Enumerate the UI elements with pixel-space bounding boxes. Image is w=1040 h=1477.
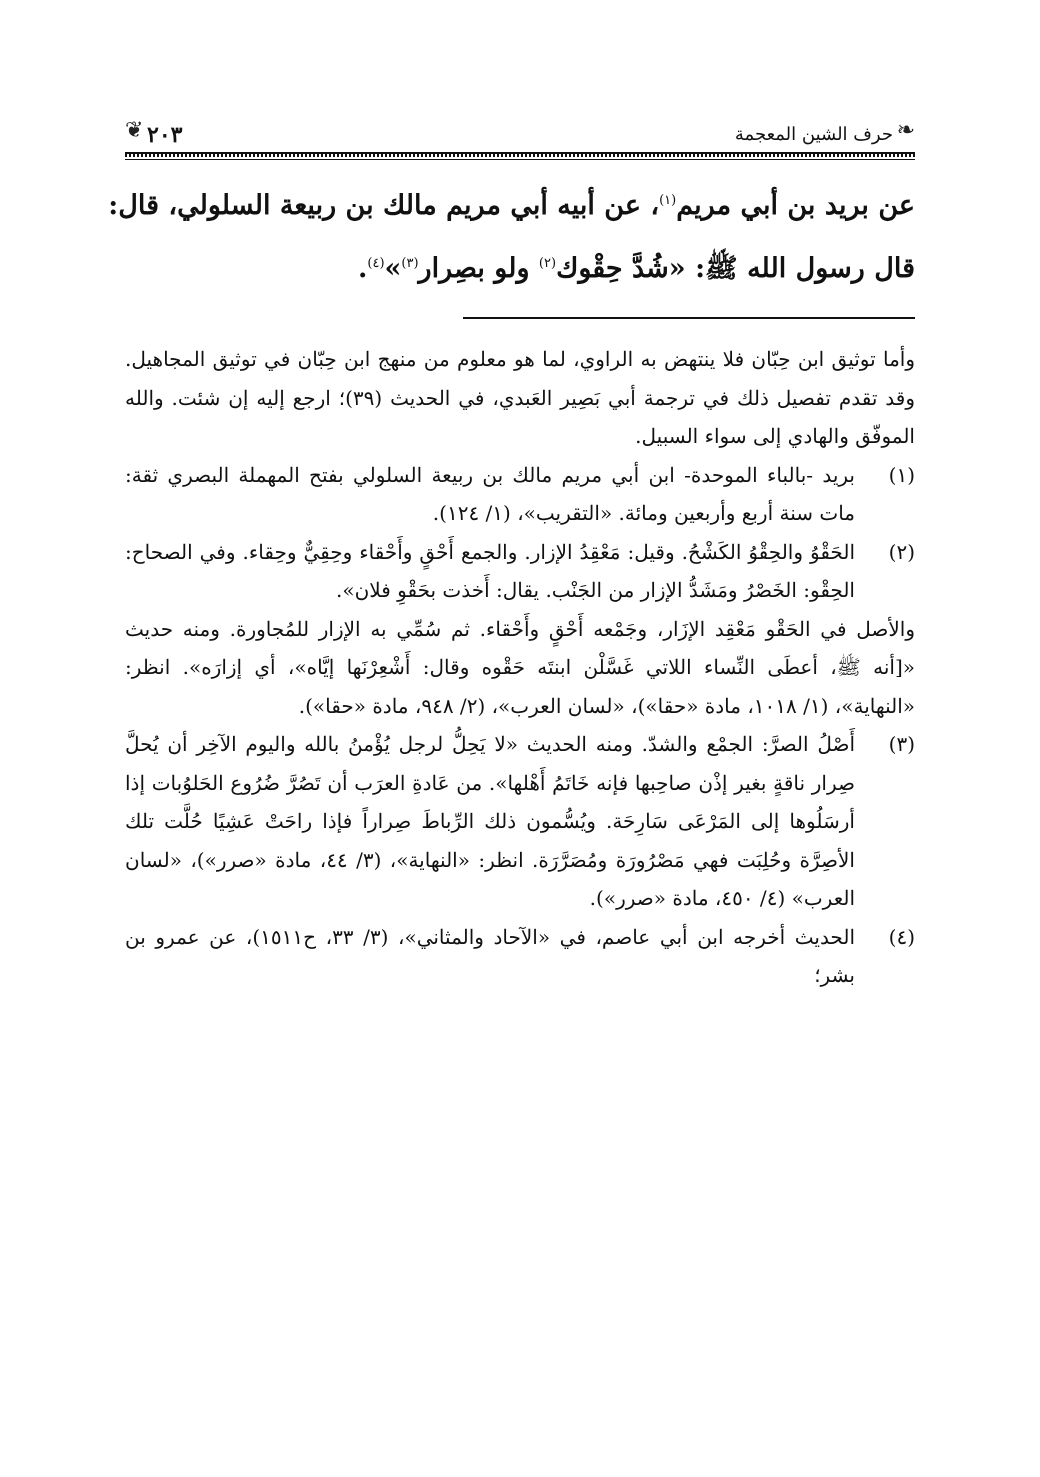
hadith-chain-rest: ، عن أبيه أبي مريم مالك بن ربيعة السلولي، قال:: [108, 190, 660, 221]
hadith-matn-end: .: [357, 253, 368, 284]
footnote-ref-3[interactable]: (٣): [401, 256, 419, 271]
footnote-number: (٢): [888, 539, 915, 564]
footnote-separator: [463, 317, 915, 319]
hadith-chain: عن بريد بن أبي مريم: [676, 190, 915, 221]
footnote-number: (٣): [888, 732, 915, 756]
hadith-line-1: [108, 172, 915, 235]
chapter-title: حرف الشين المعجمة: [734, 124, 893, 145]
left-ornament-icon: ❦: [125, 118, 144, 143]
footnote-ref-1[interactable]: (١): [659, 193, 677, 208]
hadith-matn-c: »: [384, 253, 402, 284]
hadith-line-2: [125, 235, 915, 298]
footnote-1: [125, 456, 915, 533]
footnote-text: بريد -بالباء الموحدة- ابن أبي مريم مالك بن ربيعة السلولي بفتح المهملة البصري ثقة: مات سنة أربع وأربعين ومائة. «التقريب»، (١/ ١٢٤).: [125, 462, 855, 525]
header-rule-pattern: [125, 154, 915, 157]
right-ornament-icon: ❧: [896, 118, 915, 143]
footnote-3: [125, 725, 915, 918]
footnotes-section: [125, 340, 915, 995]
footnote-4: [125, 918, 915, 995]
footnote-2: [125, 533, 915, 610]
footnote-ref-4[interactable]: (٤): [367, 256, 385, 271]
footnote-text: الحَقْوُ والحِقْوُ الكَشْحُ. وقيل: مَعْقِدُ الإزار. والجمع أَحْقٍ وأَحْقاء وحِقِيٌّ وحِقاء. وفي الصحاح: الحِقْو: الخَصْرُ ومَشَدُّ الإزار من الجَنْب. يقال: أَخذت بحَقْوِ فلان».: [125, 539, 855, 602]
footnote-text: الحديث أخرجه ابن أبي عاصم، في «الآحاد والمثاني»، (٣/ ٣٣، ح١٥١١)، عن عمرو بن بشر؛: [125, 924, 855, 987]
footnote-2-continuation: والأصل في الحَقْو مَعْقِد الإزَار، وجَمْعه أَحْقٍ وأَحْقاء. ثم سُمِّي به الإزار للمُجاورة. ومنه حديث «[أنه ﷺ، أعطَى النِّساء اللاتي غَسَّلْن ابنتَه حَقْوه وقال: أَشْعِرْنَها إيَّاه»، أي إزارَه». انظر: «النهاية»، (١/ ١٠١٨، مادة «حقا»)، «لسان العرب»، (٢/ ٩٤٨، مادة «حقا»).: [125, 616, 915, 718]
page-number: ٢٠٣: [147, 122, 183, 148]
hadith-matn-a: قال رسول الله ﷺ: «شُدَّ حِقْوك: [556, 253, 915, 284]
footnote-text: أَصْلُ الصرَّ: الجمْع والشدّ. ومنه الحديث «لا يَحِلُّ لرجل يُؤْمنُ بالله واليوم الآخِر أن يُحلَّ صِرار ناقةٍ بغير إذْن صاحِبها فإنه خَاتَمُ أَهْلها». من عَادةِ العرَب أن تَصُرَّ ضُرُوع الحَلوُبات إذا أرسَلُوها إلى المَرْعَى سَارِحَة. ويُسُّمون ذلك الرِّباطَ صِراراً فإذا راحَتْ عَشِيًا حُلَّت تلك الأصِرَّة وحُلِبَت فهي مَصْرُورَة ومُصَرَّرَة. انظر: «النهاية»، (٣/ ٤٤، مادة «صرر»)، «لسان العرب» (٤/ ٤٥٠، مادة «صرر»).: [125, 732, 855, 910]
hadith-text: [108, 172, 915, 298]
footnote-number: (٤): [888, 924, 915, 949]
footnote-ref-2[interactable]: (٢): [538, 256, 557, 271]
page-header: [125, 118, 915, 158]
commentary-paragraph: وأما توثيق ابن حِبّان فلا ينتهض به الراوي، لما هو معلوم من منهج ابن حِبّان في توثيق المجاهيل. وقد تقدم تفصيل ذلك في ترجمة أبي بَصِير العَبدي، في الحديث (٣٩)؛ ارجع إليه إن شئت. والله الموفّق والهادي إلى سواء السبيل.: [125, 347, 915, 448]
hadith-matn-b: ولو بصِرار: [418, 253, 539, 284]
footnote-number: (١): [888, 462, 915, 487]
